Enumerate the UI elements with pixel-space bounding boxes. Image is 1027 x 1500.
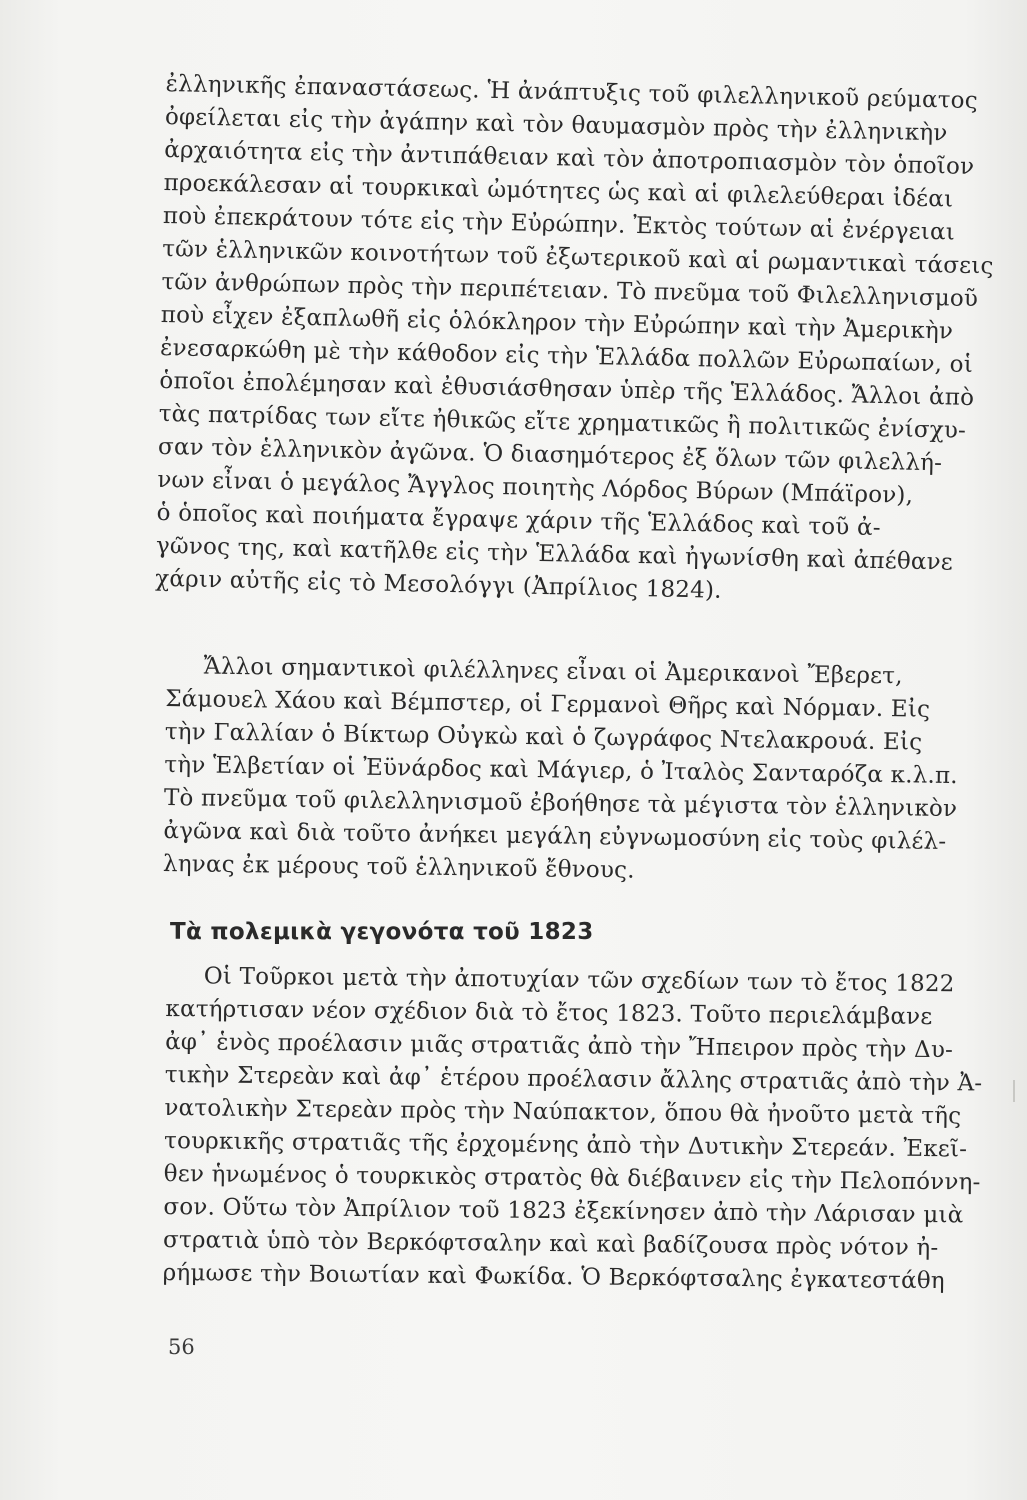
text-line: ἐλληνικῆς ἐπαναστάσεως. Ἡ ἀνάπτυξις τοῦ φιλελληνικοῦ ρεύματος [165, 70, 979, 115]
text-line: ὁποῖοι ἐπολέμησαν καὶ ἐθυσιάσθησαν ὑπὲρ τῆς Ἑλλάδος. Ἄλλοι ἀπὸ [159, 367, 975, 411]
text-line: ρήμωσε τὴν Βοιωτίαν καὶ Φωκίδα. Ὁ Βερκόφτσαλης ἐγκατεστάθη [162, 1259, 945, 1295]
text-line: χάριν αὐτῆς εἰς τὸ Μεσολόγγι (Ἀπρίλιος 1824). [155, 565, 722, 604]
text-line: γῶνος της, καὶ κατῆλθε εἰς τὴν Ἑλλάδα καὶ ἠγωνίσθη καὶ ἀπέθανε [155, 532, 954, 576]
section-heading: Τὰ πολεμικὰ γεγονότα τοῦ 1823 [170, 919, 594, 946]
text-line: ποὺ εἶχεν ἐξαπλωθῆ εἰς ὁλόκληρον τὴν Εὐρώπην καὶ τὴν Ἀμερικὴν [160, 301, 954, 345]
text-line: τικὴν Στερεὰν καὶ ἀφ᾽ ἑτέρου προέλασιν ἄλλης στρατιᾶς ἀπὸ τὴν Ἀ- [164, 1061, 983, 1097]
paragraph-text [162, 960, 983, 1298]
text-line: τῶν ἑλληνικῶν κοινοτήτων τοῦ ἐξωτερικοῦ καὶ αἱ ρωμαντικαὶ τάσεις [161, 235, 994, 280]
text-line: προεκάλεσαν αἱ τουρκικαὶ ὠμότητες ὡς καὶ αἱ φιλελεύθεραι ἰδέαι [163, 169, 954, 213]
text-line: ποὺ ἐπεκράτουν τότε εἰς τὴν Εὐρώπην. Ἐκτὸς τούτων αἱ ἐνέργειαι [162, 202, 956, 246]
text-line: ληνας ἐκ μέρους τοῦ ἑλληνικοῦ ἔθνους. [162, 850, 635, 884]
paragraph-war-events-1823 [162, 960, 983, 1298]
text-line: τὴν Γαλλίαν ὁ Βίκτωρ Οὐγκὼ καὶ ὁ ζωγράφος Ντελακρουά. Εἰς [164, 718, 923, 756]
text-line: σον. Οὕτω τὸν Ἀπρίλιον τοῦ 1823 ἐξεκίνησεν ἀπὸ τὴν Λάρισαν μιὰ [163, 1193, 964, 1229]
paragraph-philhellenism [155, 68, 994, 612]
text-line: Τὸ πνεῦμα τοῦ φιλελληνισμοῦ ἐβοήθησε τὰ μέγιστα τὸν ἑλληνικὸν [163, 784, 958, 823]
text-line: στρατιὰ ὑπὸ τὸν Βερκόφτσαλην καὶ καὶ βαδίζουσα πρὸς νότον ἠ- [162, 1226, 939, 1262]
text-line: θεν ἡνωμένος ὁ τουρκικὸς στρατὸς θὰ διέβαινεν εἰς τὴν Πελοπόννη- [163, 1160, 981, 1196]
text-line: Οἱ Τοῦρκοι μετὰ τὴν ἀποτυχίαν τῶν σχεδίων των τὸ ἔτος 1822 [203, 963, 955, 998]
text-line: σαν τὸν ἑλληνικὸν ἀγῶνα. Ὁ διασημότερος ἐξ ὅλων τῶν φιλελλή- [157, 433, 943, 477]
text-line: ὁ ὁποῖος καὶ ποιήματα ἔγραψε χάριν τῆς Ἑλλάδος καὶ τοῦ ἀ- [156, 499, 881, 542]
text-line: ἀγῶνα καὶ διὰ τοῦτο ἀνήκει μεγάλη εὐγνωμοσύνη εἰς τοὺς φιλέλ- [163, 817, 947, 855]
text-line: Ἄλλοι σημαντικοὶ φιλέλληνες εἶναι οἱ Ἀμερικανοὶ Ἔβερετ, [203, 653, 903, 690]
text-line: κατήρτισαν νέον σχέδιον διὰ τὸ ἔτος 1823. Τοῦτο περιελάμβανε [165, 995, 933, 1031]
text-line: Σάμουελ Χάου καὶ Βέμπστερ, οἱ Γερμανοὶ Θῆρς καὶ Νόρμαν. Εἰς [165, 685, 931, 723]
text-line: τὴν Ἑλβετίαν οἱ Ἐϋνάρδος καὶ Μάγιερ, ὁ Ἰταλὸς Σανταρόζα κ.λ.π. [164, 751, 958, 790]
text-line: νων εἶναι ὁ μεγάλος Ἄγγλος ποιητὴς Λόρδος Βύρων (Μπάϊρον), [157, 466, 914, 509]
margin-mark [1013, 1080, 1015, 1102]
text-line: ὀφείλεται εἰς τὴν ἀγάπην καὶ τὸν θαυμασμὸν πρὸς τὴν ἐλληνικὴν [164, 103, 948, 147]
text-line: τουρκικῆς στρατιᾶς τῆς ἐρχομένης ἀπὸ τὴν Δυτικὴν Στερεάν. Ἐκεῖ- [163, 1127, 968, 1163]
paragraph-philhellenes-list [162, 650, 958, 892]
text-line: ἀφ᾽ ἑνὸς προέλασιν μιᾶς στρατιᾶς ἀπὸ τὴν Ἤπειρον πρὸς τὴν Δυ- [165, 1028, 954, 1064]
text-line: τῶν ἀνθρώπων πρὸς τὴν περιπέτειαν. Τὸ πνεῦμα τοῦ Φιλελληνισμοῦ [161, 268, 979, 313]
paragraph-text [162, 650, 958, 892]
page-number: 56 [168, 1335, 195, 1359]
text-line: τὰς πατρίδας των εἴτε ἠθικῶς εἴτε χρηματικῶς ἢ πολιτικῶς ἐνίσχυ- [158, 400, 967, 444]
text-line: ἀρχαιότητα εἰς τὴν ἀντιπάθειαν καὶ τὸν ἀποτροπιασμὸν τὸν ὁποῖον [164, 136, 975, 180]
paragraph-text [155, 68, 994, 612]
text-line: νατολικὴν Στερεὰν πρὸς τὴν Ναύπακτον, ὅπου θὰ ἠνοῦτο μετὰ τῆς [164, 1094, 962, 1130]
text-line: ἐνεσαρκώθη μὲ τὴν κάθοδον εἰς τὴν Ἑλλάδα πολλῶν Εὐρωπαίων, οἱ [159, 334, 974, 378]
